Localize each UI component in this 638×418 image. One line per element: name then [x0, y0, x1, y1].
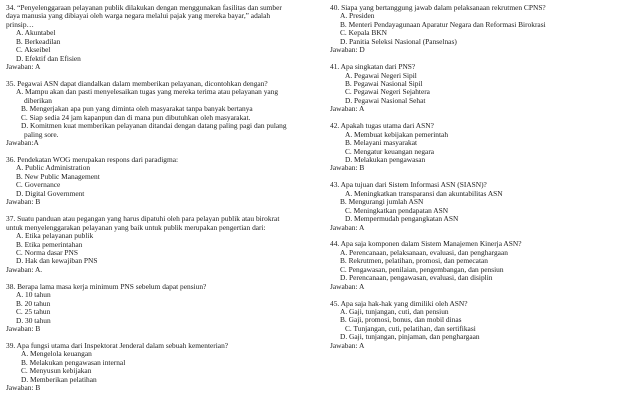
answer-option-continuation: paling sore. — [24, 129, 59, 139]
question-stem-line: 38. Berapa lama masa kerja minimum PNS sebelum dapat pensiun? — [6, 281, 207, 291]
answer-option: C. Norma dasar PNS — [16, 247, 78, 257]
answer-option: C. 25 tahun — [16, 307, 51, 317]
left-column — [6, 4, 309, 401]
question-35 — [6, 80, 309, 148]
question-stem-line: 43. Apa tujuan dari Sistem Informasi ASN (SIASN)? — [330, 180, 487, 190]
answer-option: B. Menteri Pendayagunaan Aparatur Negara dan Reformasi Birokrasi — [340, 19, 546, 29]
answer-key: Jawaban: B — [6, 197, 41, 207]
answer-option: D. Efektif dan Efisien — [16, 53, 81, 63]
answer-option: D. Gaji, tunjangan, pinjaman, dan penghargaan — [340, 332, 480, 342]
answer-key: Jawaban: A — [330, 222, 365, 232]
answer-option: D. 30 tahun — [16, 315, 51, 325]
answer-option: B. Mengurangi jumlah ASN — [340, 197, 424, 207]
question-stem-line: 35. Pegawai ASN dapat diandalkan dalam memberikan pelayanan, dicontohkan dengan? — [6, 79, 268, 89]
answer-key: Jawaban: B — [6, 323, 41, 333]
answer-option: C. Meningkatkan pendapatan ASN — [345, 205, 449, 215]
right-column — [330, 4, 633, 359]
answer-key: Jawaban: D — [330, 45, 365, 55]
answer-option: B. Etika pemerintahan — [16, 239, 83, 249]
answer-option: D. Perencanaan, pengawasan, evaluasi, dan disiplin — [340, 273, 493, 283]
question-stem-line: 34. “Penyelenggaraan pelayanan publik dilakukan dengan menggunakan fasilitas dan sumber — [6, 3, 282, 12]
answer-option: B. Rekrutmen, pelatihan, promosi, dan pemecatan — [340, 256, 488, 266]
answer-option: C. Menyusun kebijakan — [21, 366, 92, 376]
answer-key: Jawaban: B — [6, 383, 41, 393]
question-44 — [330, 240, 633, 291]
question-41 — [330, 63, 633, 114]
answer-option: B. Berkeadilan — [16, 36, 61, 46]
question-37 — [6, 215, 309, 274]
question-stem-line: prinsip… — [6, 19, 34, 29]
question-stem-line: 42. Apakah tugas utama dari ASN? — [330, 121, 434, 131]
question-stem-line: 37. Suatu panduan atau pegangan yang harus dipatuhi oleh para pelayan publik atau birokrat — [6, 214, 280, 224]
answer-key: Jawaban: B — [330, 163, 365, 173]
answer-option: C. Akseibel — [16, 45, 51, 55]
answer-option: A. Mampu akan dan pasti menyelesaikan tugas yang mereka terima atau pelayanan yang — [16, 87, 279, 97]
answer-option: A. Mengelola keuangan — [21, 349, 92, 359]
answer-key: Jawaban:A — [6, 138, 39, 148]
answer-option: A. Akuntabel — [16, 28, 56, 38]
answer-option: B. 20 tahun — [16, 298, 51, 308]
question-stem-line: untuk menyelenggarakan pelayanan yang baik untuk publik merupakan pengertian dari: — [6, 222, 266, 232]
answer-option: A. Perencanaan, pelaksanaan, evaluasi, dan penghargaan — [340, 247, 508, 257]
question-38 — [6, 283, 309, 334]
question-stem-line: 36. Pendekatan WOG merupakan respons dari paradigma: — [6, 155, 179, 165]
answer-option: D. Panitia Seleksi Nasional (Panselnas) — [340, 36, 457, 46]
answer-option: A. Meningkatkan transparansi dan akuntabilitas ASN — [345, 188, 503, 198]
question-stem-line: 41. Apa singkatan dari PNS? — [330, 62, 416, 72]
question-stem-line: 39. Apa fungsi utama dari Inspektorat Jenderal dalam sebuah kementerian? — [6, 340, 229, 350]
answer-option: B. Melayani masyarakat — [345, 138, 418, 148]
question-40 — [330, 4, 633, 55]
question-39 — [6, 342, 309, 393]
answer-option: A. Presiden — [340, 11, 375, 21]
question-stem-line: daya manusia yang dibiayai oleh warga negara melalui pajak yang mereka bayar,” adalah — [6, 11, 271, 21]
answer-option: B. Mengerjakan apa pun yang diminta oleh masyarakat tanpa banyak bertanya — [21, 104, 253, 114]
question-stem-line: 40. Siapa yang bertanggung jawab dalam pelaksanaan rekrutmen CPNS? — [330, 3, 546, 12]
answer-option: D. Pegawai Nasional Sehat — [345, 95, 426, 105]
answer-key: Jawaban: A. — [6, 264, 43, 274]
answer-option: D. Digital Government — [16, 188, 85, 198]
question-36 — [6, 156, 309, 207]
answer-key: Jawaban: A — [330, 104, 365, 114]
answer-option: A. Membuat kebijakan pemerintah — [345, 129, 449, 139]
answer-option: D. Mempermudah pengangkatan ASN — [345, 214, 459, 224]
answer-option-continuation: diberikan — [24, 95, 52, 105]
question-45 — [330, 300, 633, 351]
answer-option: C. Tunjangan, cuti, pelatihan, dan sertifikasi — [345, 323, 476, 333]
answer-option: B. New Public Management — [16, 171, 100, 181]
answer-option: C. Siap sedia 24 jam kapanpun dan di mana pun dibutuhkan oleh masyarakat. — [21, 112, 251, 122]
answer-option: B. Pegawai Nasional Sipil — [345, 79, 423, 89]
answer-key: Jawaban: A — [330, 281, 365, 291]
answer-option: A. Etika pelayanan publik — [16, 231, 94, 241]
question-34 — [6, 4, 309, 72]
answer-option: D. Melakukan pengawasan — [345, 155, 426, 165]
answer-option: B. Gaji, promosi, bonus, dan mobil dinas — [340, 315, 462, 325]
answer-key: Jawaban: A — [6, 62, 41, 72]
answer-option: C. Pegawai Negeri Sejahtera — [345, 87, 430, 97]
answer-option: D. Komitmen kuat memberikan pelayanan ditandai dengan datang paling pagi dan pulang — [21, 121, 287, 131]
answer-option: C. Pengawasan, penilaian, pengembangan, dan pensiun — [340, 264, 504, 274]
question-42 — [330, 122, 633, 173]
answer-option: A. 10 tahun — [16, 290, 51, 300]
answer-option: D. Memberikan pelatihan — [21, 374, 97, 384]
answer-option: C. Mengatur keuangan negara — [345, 146, 435, 156]
question-43 — [330, 181, 633, 232]
answer-option: A. Public Administration — [16, 163, 91, 173]
answer-option: A. Pegawai Negeri Sipil — [345, 70, 417, 80]
question-stem-line: 45. Apa saja hak-hak yang dimiliki oleh ASN? — [330, 298, 468, 308]
answer-option: C. Governance — [16, 180, 61, 190]
answer-key: Jawaban: A — [330, 340, 365, 350]
answer-option: D. Hak dan kewajiban PNS — [16, 256, 98, 266]
answer-option: A. Gaji, tunjangan, cuti, dan pensiun — [340, 307, 449, 316]
answer-option: C. Kepala BKN — [340, 28, 388, 38]
answer-option: B. Melakukan pengawasan internal — [21, 357, 126, 367]
question-stem-line: 44. Apa saja komponen dalam Sistem Manajemen Kinerja ASN? — [330, 239, 522, 249]
